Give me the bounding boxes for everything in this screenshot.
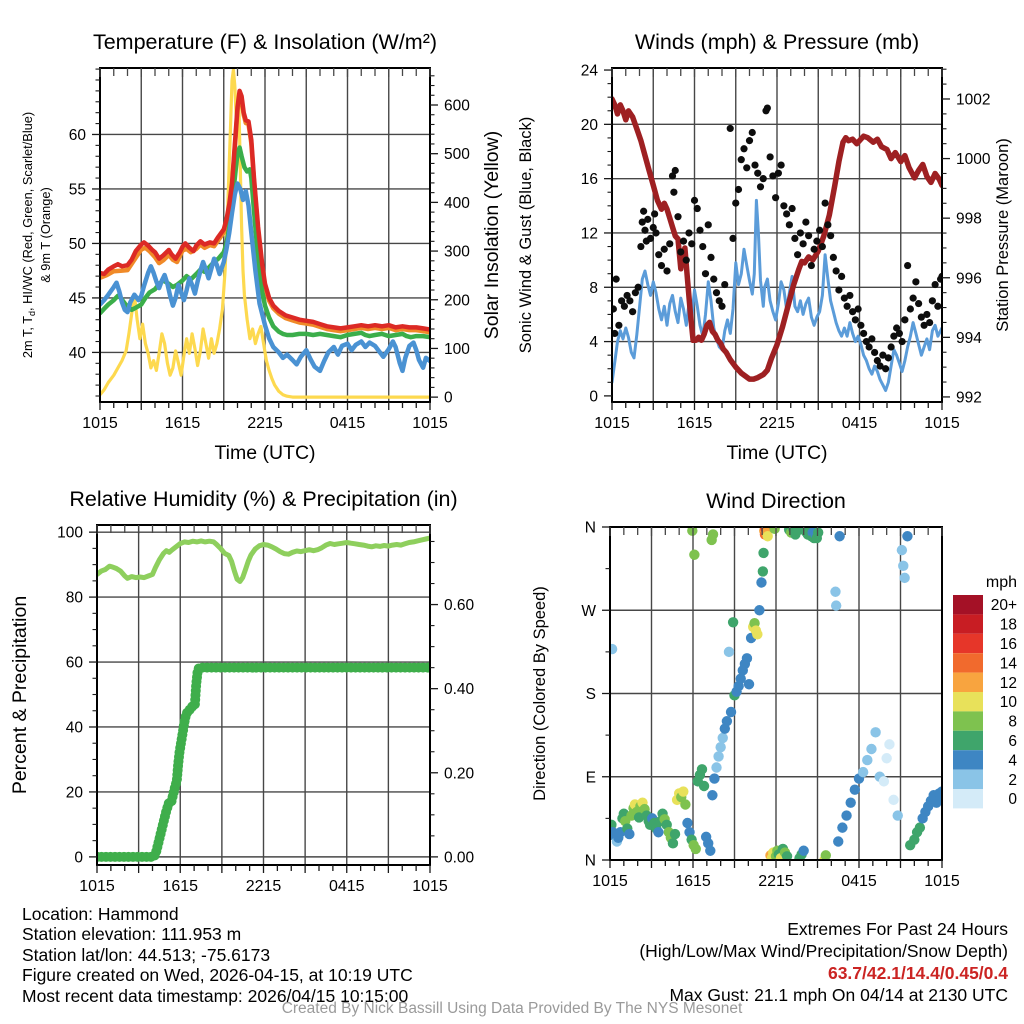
- left-axis-label-2: & 9m T (Orange): [38, 187, 53, 283]
- series-precip-accum: [92, 663, 433, 862]
- left-tick-label: 0: [74, 849, 83, 867]
- station-elevation: Station elevation: 111.953 m: [22, 924, 242, 945]
- legend-swatch-16: [953, 634, 983, 653]
- legend-label: 2: [1008, 771, 1017, 789]
- x-tick-label: 1015: [82, 415, 118, 432]
- left-tick-label: N: [584, 852, 596, 870]
- left-axis-label: Percent & Precipitation: [9, 595, 31, 795]
- station-latlon: Station lat/lon: 44.513; -75.6173: [22, 944, 271, 965]
- panel-title: Wind Direction: [706, 489, 846, 513]
- legend-swatch-20+: [953, 595, 983, 614]
- x-tick-label: 1015: [594, 415, 630, 432]
- panel-wind-direction: [531, 489, 1017, 890]
- left-tick-label: 60: [65, 654, 83, 672]
- right-tick-label: 1000: [956, 151, 991, 169]
- legend-swatch-14: [953, 653, 983, 672]
- right-tick-label: 0.40: [444, 681, 475, 699]
- x-tick-label: 2215: [759, 415, 795, 432]
- left-tick-label: S: [585, 686, 596, 703]
- x-tick-label: 1015: [592, 873, 628, 890]
- legend-label: 6: [1008, 733, 1017, 750]
- right-tick-label: 200: [444, 292, 470, 310]
- left-tick-label: 20: [580, 116, 598, 134]
- right-tick-label: 996: [956, 270, 982, 288]
- legend-title: mph: [985, 574, 1017, 591]
- right-tick-label: 0: [444, 389, 453, 407]
- speed-legend: [953, 574, 1017, 808]
- right-tick-label: 500: [444, 146, 470, 164]
- left-tick-label: 60: [68, 126, 86, 144]
- extremes-block: [639, 918, 1008, 1006]
- legend-label: 20+: [990, 597, 1017, 615]
- x-tick-label: 0415: [329, 415, 366, 432]
- x-tick-label: 2215: [758, 873, 794, 890]
- left-tick-label: 16: [580, 171, 598, 189]
- left-tick-label: 100: [57, 524, 83, 542]
- left-axis-label: Sonic Wind & Gust (Blue, Black): [517, 116, 535, 354]
- right-tick-label: 0.20: [444, 765, 475, 783]
- x-tick-label: 1015: [412, 878, 448, 895]
- extremes-subtitle: (High/Low/Max Wind/Precipitation/Snow Depth): [639, 941, 1008, 961]
- legend-label: 10: [999, 694, 1017, 712]
- x-tick-label: 0415: [328, 878, 365, 895]
- left-tick-label: W: [581, 602, 596, 620]
- left-tick-label: 55: [68, 181, 86, 199]
- x-tick-label: 0415: [841, 415, 878, 432]
- left-tick-label: 50: [68, 235, 86, 253]
- legend-swatch-4: [953, 750, 983, 769]
- x-tick-label: 1015: [79, 878, 115, 895]
- x-tick-label: 1015: [924, 415, 960, 432]
- panel-temperature-insolation: [20, 30, 503, 464]
- left-tick-label: 40: [68, 344, 86, 362]
- panel-title: Temperature (F) & Insolation (W/m²): [92, 30, 438, 54]
- legend-swatch-2: [953, 770, 983, 789]
- x-tick-label: 1015: [412, 415, 448, 432]
- right-tick-label: 300: [444, 243, 470, 261]
- left-tick-label: N: [584, 519, 596, 537]
- x-axis-label: Time (UTC): [726, 442, 828, 464]
- x-tick-label: 1615: [162, 878, 199, 895]
- right-tick-label: 1002: [956, 91, 991, 109]
- panel-humidity-precip: [9, 487, 475, 895]
- x-tick-label: 1615: [675, 873, 711, 890]
- right-axis-label: Station Pressure (Maroon): [994, 138, 1012, 332]
- legend-label: 4: [1008, 752, 1017, 770]
- right-tick-label: 0.60: [444, 597, 475, 615]
- left-tick-label: E: [585, 769, 596, 787]
- left-tick-label: 0: [589, 388, 598, 406]
- x-tick-label: 1615: [676, 415, 713, 432]
- left-tick-label: 24: [580, 62, 598, 80]
- left-tick-label: 12: [580, 225, 598, 243]
- left-tick-label: 4: [589, 334, 598, 352]
- left-axis-label: Direction (Colored By Speed): [531, 586, 549, 801]
- right-tick-label: 994: [956, 329, 982, 347]
- panel-title: Winds (mph) & Pressure (mb): [634, 30, 920, 54]
- credit-line: Created By Nick Bassill Using Data Provided By The NYS Mesonet: [281, 1000, 743, 1017]
- x-tick-label: 2215: [247, 415, 283, 432]
- left-axis-label: 2m T, $T_d$, HI/WC (Red, Green, Scarlet/Blue): [20, 111, 37, 359]
- legend-swatch-0: [953, 789, 983, 808]
- figure-created: Figure created on Wed, 2026-04-15, at 10:19 UTC: [22, 965, 413, 986]
- legend-swatch-8: [953, 711, 983, 730]
- legend-label: 18: [999, 616, 1017, 634]
- right-tick-label: 600: [444, 97, 470, 115]
- legend-label: 8: [1008, 713, 1017, 731]
- legend-swatch-12: [953, 673, 983, 692]
- legend-swatch-10: [953, 692, 983, 711]
- x-tick-label: 1015: [924, 873, 960, 890]
- x-tick-label: 0415: [841, 873, 877, 890]
- extremes-values: 63.7/42.1/14.4/0.45/0.4: [827, 963, 1008, 983]
- station-info: [22, 904, 413, 1006]
- legend-label: 16: [999, 636, 1017, 653]
- right-axis-label: Solar Insolation (Yellow): [481, 130, 503, 340]
- station-location: Location: Hammond: [22, 904, 179, 924]
- data-timestamp: Most recent data timestamp: 2026/04/15 10:15:00: [22, 985, 409, 1006]
- x-tick-label: 1615: [164, 415, 201, 432]
- right-tick-label: 0.00: [444, 849, 475, 867]
- legend-swatch-6: [953, 731, 983, 750]
- legend-label: 12: [999, 674, 1017, 692]
- x-axis-label: Time (UTC): [214, 442, 316, 464]
- panel-title: Relative Humidity (%) & Precipitation (in): [69, 487, 458, 511]
- right-tick-label: 998: [956, 210, 982, 228]
- left-tick-label: 8: [589, 279, 598, 297]
- max-gust: Max Gust: 21.1 mph On 04/14 at 2130 UTC: [669, 985, 1008, 1005]
- x-tick-label: 2215: [245, 878, 282, 895]
- left-tick-label: 45: [68, 290, 86, 308]
- right-tick-label: 400: [444, 194, 470, 212]
- left-tick-label: 20: [65, 784, 83, 802]
- extremes-title: Extremes For Past 24 Hours: [787, 919, 1008, 939]
- legend-swatch-18: [953, 614, 983, 633]
- left-tick-label: 80: [65, 589, 83, 607]
- left-tick-label: 40: [65, 719, 83, 737]
- legend-label: 0: [1008, 791, 1017, 809]
- panel-winds-pressure: [517, 30, 1012, 464]
- right-tick-label: 992: [956, 389, 982, 407]
- right-tick-label: 100: [444, 340, 470, 358]
- legend-label: 14: [999, 655, 1017, 673]
